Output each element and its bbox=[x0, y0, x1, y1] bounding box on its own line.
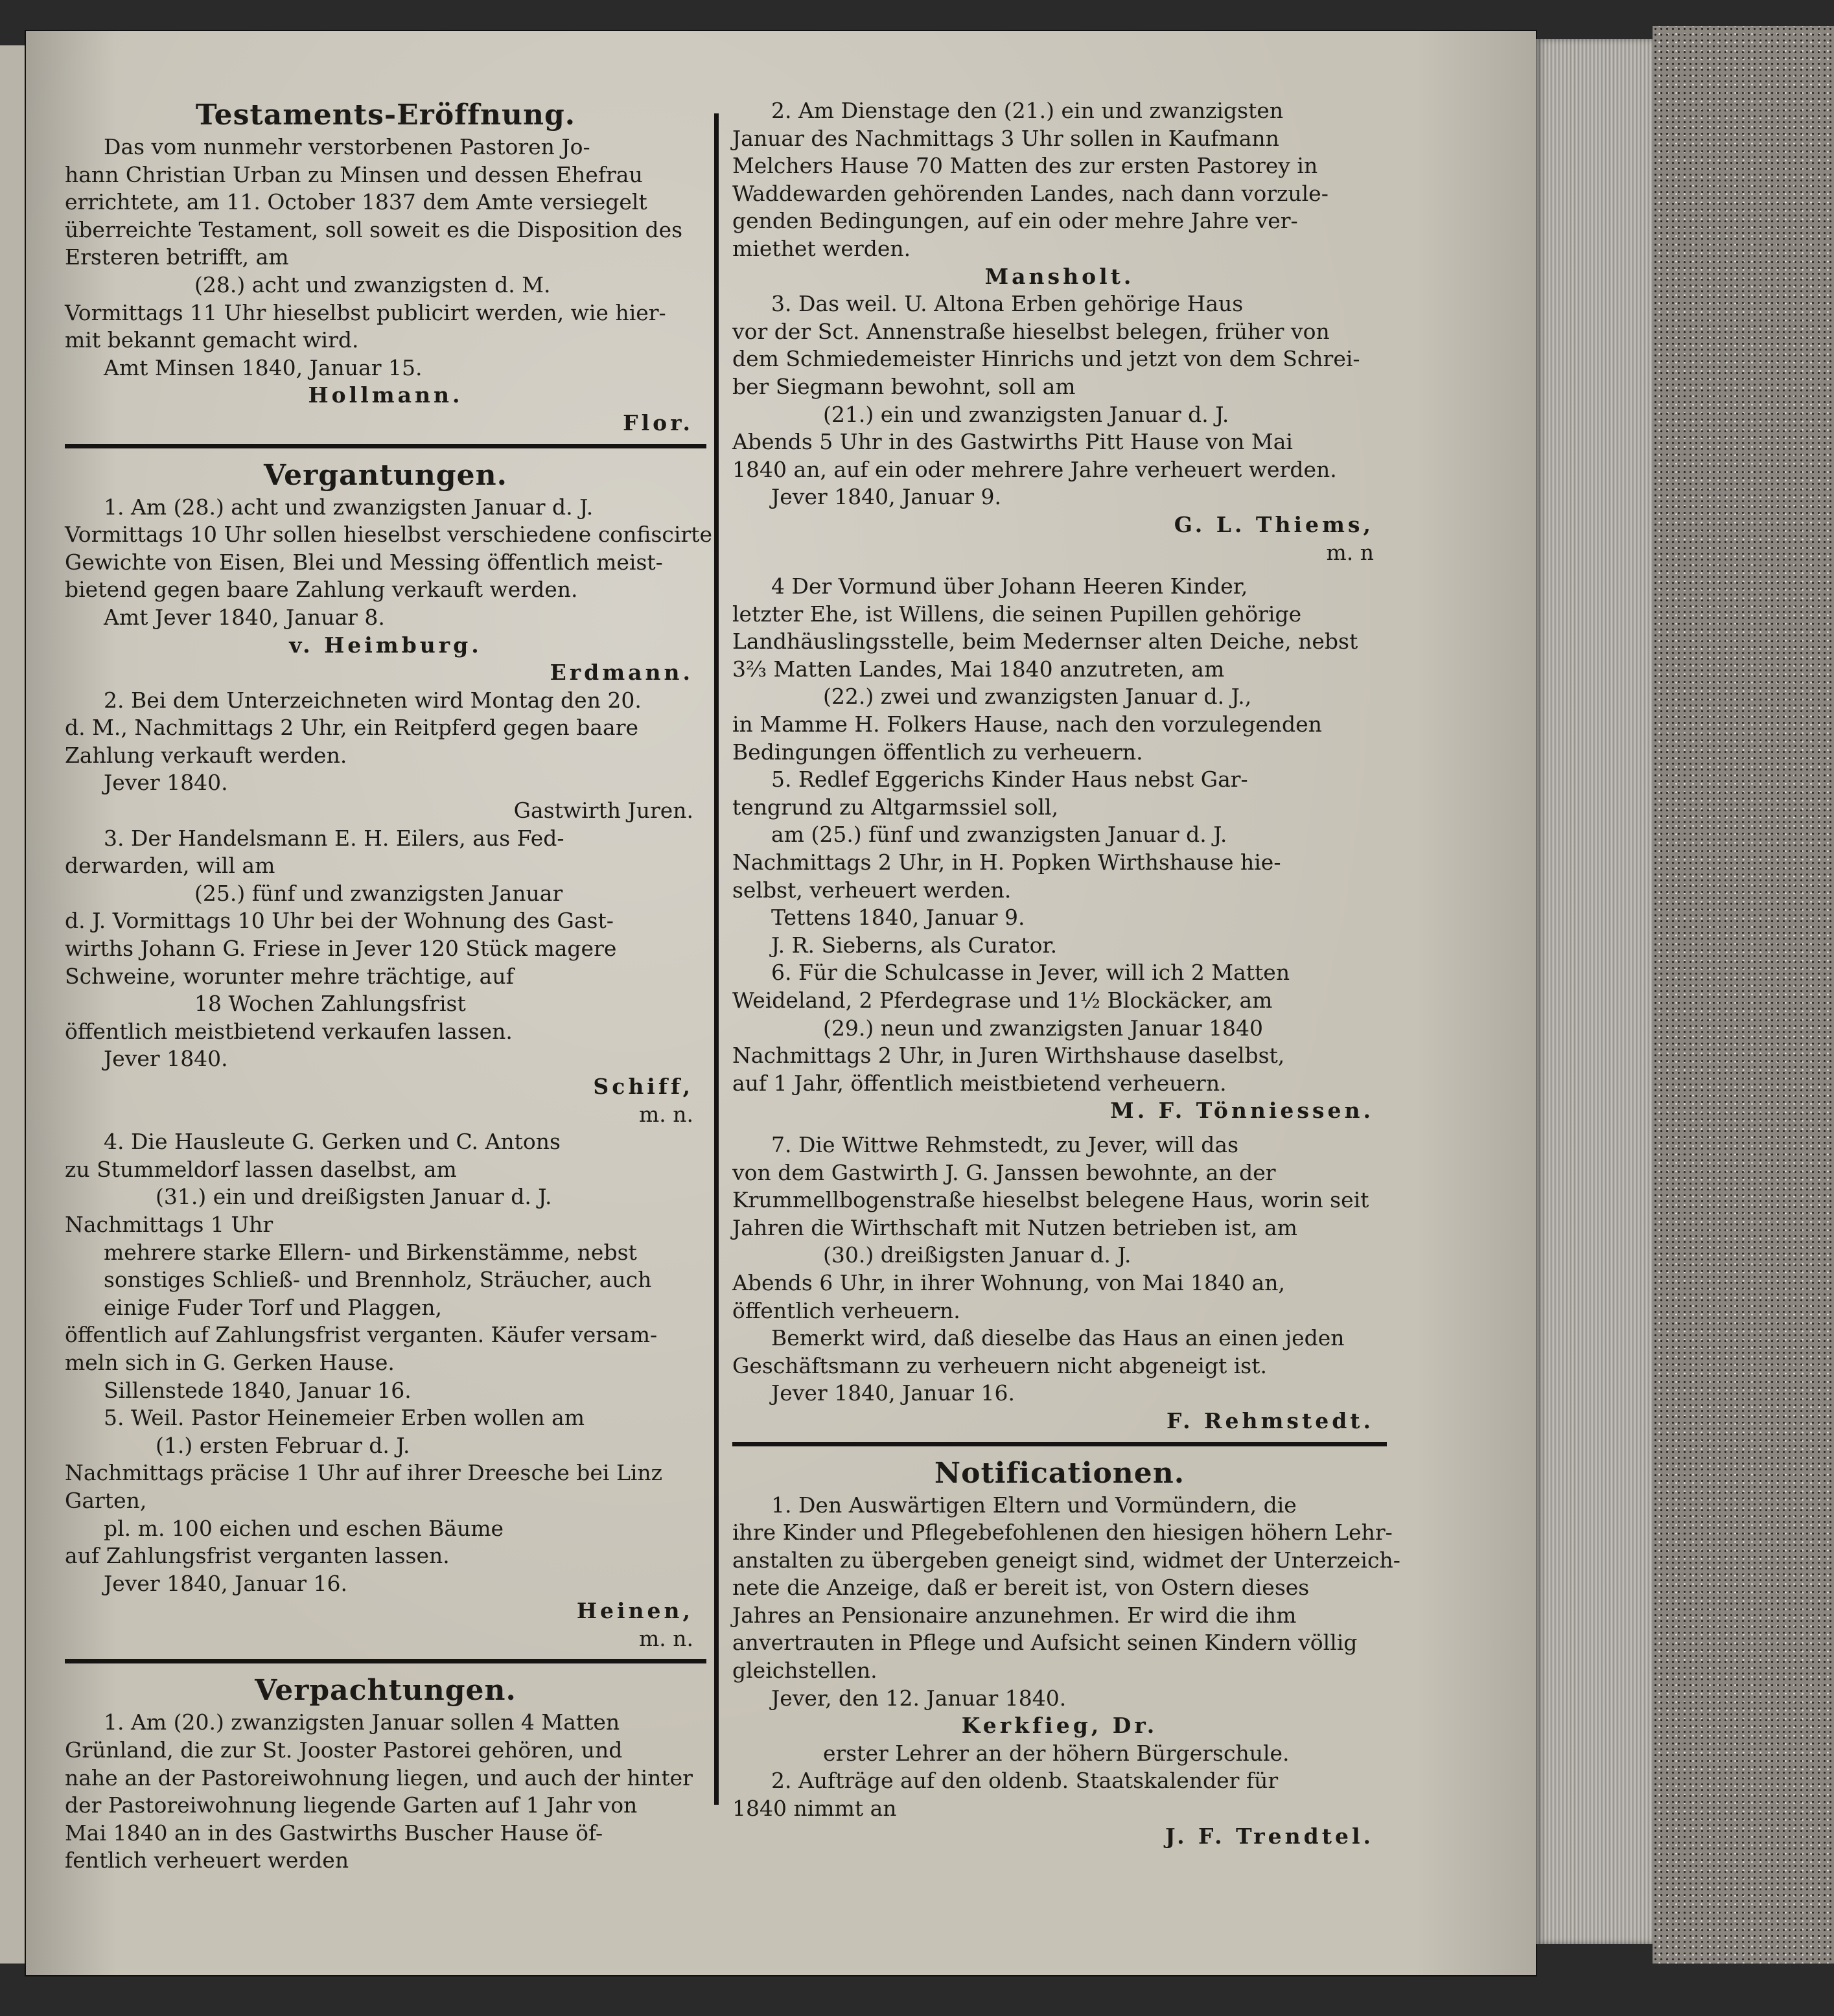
text-line: Januar des Nachmittags 3 Uhr sollen in Kaufmann bbox=[732, 125, 1279, 151]
place-date: Jever, den 12. Januar 1840. bbox=[771, 1685, 1067, 1711]
text-line: öffentlich meistbietend verkaufen lassen. bbox=[65, 1018, 513, 1044]
signature: Gastwirth Juren. bbox=[513, 798, 693, 824]
text-line: einige Fuder Torf und Plaggen, bbox=[104, 1294, 442, 1320]
date-line: (21.) ein und zwanzigsten Januar d. J. bbox=[823, 401, 1229, 427]
text-line: fentlich verheuert werden bbox=[65, 1848, 349, 1873]
text-line: 18 Wochen Zahlungsfrist bbox=[194, 991, 466, 1017]
text-line: Zahlung verkauft werden. bbox=[65, 742, 347, 768]
signature-suffix: m. n. bbox=[638, 1625, 693, 1651]
text-line: 1. Am (28.) acht und zwanzigsten Januar d. J. bbox=[104, 494, 594, 520]
text-line: 6. Für die Schulcasse in Jever, will ich 2 Matten bbox=[771, 960, 1290, 986]
text-line: Abends 6 Uhr, in ihrer Wohnung, von Mai 1840 an, bbox=[732, 1269, 1285, 1295]
signature: G. L. Thiems, bbox=[1174, 511, 1374, 537]
text-line: d. M., Nachmittags 2 Uhr, ein Reitpferd gegen baare bbox=[65, 715, 639, 741]
text-line: Grünland, die zur St. Jooster Pastorei gehören, und bbox=[65, 1737, 623, 1763]
text-line: 5. Weil. Pastor Heinemeier Erben wollen am bbox=[104, 1405, 585, 1431]
text-line: selbst, verheuert werden. bbox=[732, 877, 1012, 903]
text-line: anstalten zu übergeben geneigt sind, widmet der Unterzeich- bbox=[732, 1547, 1400, 1573]
text-line: wirths Johann G. Friese in Jever 120 Stück magere bbox=[65, 936, 617, 962]
text-line: Bemerkt wird, daß dieselbe das Haus an einen jeden bbox=[771, 1325, 1345, 1351]
signature: M. F. Tönniessen. bbox=[1110, 1098, 1374, 1124]
text-line: 1840 an, auf ein oder mehrere Jahre verheuert werden. bbox=[732, 456, 1337, 482]
text-line: errichtete, am 11. October 1837 dem Amte versiegelt bbox=[65, 189, 647, 215]
right-column bbox=[732, 97, 1400, 1850]
text-line: Das vom nunmehr verstorbenen Pastoren Jo- bbox=[104, 134, 590, 159]
section-rule bbox=[65, 444, 706, 448]
date-line: (31.) ein und dreißigsten Januar d. J. bbox=[156, 1184, 552, 1210]
signature: Heinen, bbox=[576, 1598, 693, 1624]
verpachtung-item-7 bbox=[732, 1131, 1387, 1435]
text-line: dem Schmiedemeister Hinrichs und jetzt von dem Schrei- bbox=[732, 346, 1360, 372]
text-line: sonstiges Schließ- und Brennholz, Sträucher, auch bbox=[104, 1267, 652, 1293]
signature: J. F. Trendtel. bbox=[1165, 1823, 1374, 1849]
text-line: Mai 1840 an in des Gastwirths Buscher Hause öf- bbox=[65, 1820, 603, 1846]
text-line: vor der Sct. Annenstraße hieselbst belegen, früher von bbox=[732, 318, 1330, 344]
signature: Kerkfieg, Dr. bbox=[961, 1713, 1158, 1739]
text-line: auf Zahlungsfrist verganten lassen. bbox=[65, 1543, 450, 1569]
spacer bbox=[732, 566, 1387, 573]
text-line: 4. Die Hausleute G. Gerken und C. Antons bbox=[104, 1129, 561, 1155]
place-date: Jever 1840. bbox=[104, 1046, 228, 1072]
date-line: (22.) zwei und zwanzigsten Januar d. J., bbox=[823, 684, 1252, 710]
page-block-edges bbox=[1536, 39, 1653, 1944]
signature-title: erster Lehrer an der höhern Bürgerschule. bbox=[823, 1740, 1290, 1766]
signature: Mansholt. bbox=[984, 263, 1135, 289]
text-line: Abends 5 Uhr in des Gastwirths Pitt Hause von Mai bbox=[732, 429, 1293, 455]
text-line: Geschäftsmann zu verheuern nicht abgeneigt ist. bbox=[732, 1352, 1267, 1378]
text-line: Weideland, 2 Pferdegrase und 1½ Blockäcker, am bbox=[732, 988, 1273, 1013]
text-line: 1. Am (20.) zwanzigsten Januar sollen 4 Matten bbox=[104, 1709, 620, 1735]
left-column bbox=[65, 97, 712, 1875]
text-line: von dem Gastwirth J. G. Janssen bewohnte, an der bbox=[732, 1159, 1276, 1185]
text-line: miethet werden. bbox=[732, 235, 911, 261]
date-line: (28.) acht und zwanzigsten d. M. bbox=[194, 272, 551, 297]
text-line: 3⅔ Matten Landes, Mai 1840 anzutreten, am bbox=[732, 656, 1225, 682]
date-line: am (25.) fünf und zwanzigsten Januar d. J. bbox=[771, 822, 1227, 848]
verpachtungen-section bbox=[65, 1673, 706, 1875]
date-line: (25.) fünf und zwanzigsten Januar bbox=[194, 880, 563, 906]
spacer bbox=[732, 1125, 1387, 1131]
text-line: 7. Die Wittwe Rehmstedt, zu Jever, will das bbox=[771, 1131, 1239, 1157]
section-heading-verpachtungen: Verpachtungen. bbox=[255, 1674, 517, 1708]
text-line: Garten, bbox=[65, 1487, 147, 1513]
section-heading-notificationen: Notificationen. bbox=[934, 1456, 1185, 1490]
text-line: Landhäuslingsstelle, beim Medernser alten Deiche, nebst bbox=[732, 629, 1358, 655]
text-line: d. J. Vormittags 10 Uhr bei der Wohnung des Gast- bbox=[65, 908, 614, 934]
text-line: 1. Den Auswärtigen Eltern und Vormündern, die bbox=[771, 1492, 1297, 1518]
signature: Schiff, bbox=[593, 1074, 693, 1099]
text-line: Bedingungen öffentlich zu verheuern. bbox=[732, 739, 1143, 765]
text-line: 4 Der Vormund über Johann Heeren Kinder, bbox=[771, 574, 1248, 599]
text-line: 2. Am Dienstage den (21.) ein und zwanzigsten bbox=[771, 98, 1284, 123]
text-line: Schweine, worunter mehre trächtige, auf bbox=[65, 963, 514, 989]
text-line: nete die Anzeige, daß er bereit ist, von Ostern dieses bbox=[732, 1575, 1310, 1601]
notificationen-section bbox=[732, 1455, 1400, 1851]
date-line: (1.) ersten Februar d. J. bbox=[156, 1432, 410, 1458]
column-divider bbox=[714, 113, 719, 1805]
text-line: Jahren die Wirthschaft mit Nutzen betrieben ist, am bbox=[732, 1214, 1297, 1240]
verpachtung-item-3 bbox=[732, 290, 1387, 566]
text-line: 3. Der Handelsmann E. H. Eilers, aus Fed- bbox=[104, 825, 564, 851]
text-line: ihre Kinder und Pflegebefohlenen den hiesigen höhern Lehr- bbox=[732, 1520, 1393, 1546]
previous-page-edge bbox=[0, 45, 26, 1964]
verpachtung-item-5 bbox=[732, 766, 1387, 959]
text-line: Gewichte von Eisen, Blei und Messing öffentlich meist- bbox=[65, 549, 663, 575]
signature: Hollmann. bbox=[308, 382, 463, 408]
text-line: überreichte Testament, soll soweit es die Disposition des bbox=[65, 216, 683, 242]
place-date: Amt Minsen 1840, Januar 15. bbox=[104, 354, 423, 380]
text-line: hann Christian Urban zu Minsen und dessen Ehefrau bbox=[65, 161, 643, 187]
signature: Flor. bbox=[623, 410, 693, 435]
text-line: Vormittags 10 Uhr sollen hieselbst verschiedene confiscirte bbox=[65, 522, 712, 548]
text-line: Waddewarden gehörenden Landes, nach dann vorzule- bbox=[732, 180, 1329, 206]
text-line: Nachmittags 2 Uhr, in H. Popken Wirthshause hie- bbox=[732, 850, 1281, 875]
text-line: mit bekannt gemacht wird. bbox=[65, 327, 359, 353]
text-line: genden Bedingungen, auf ein oder mehre Jahre ver- bbox=[732, 208, 1298, 234]
place-date: Jever 1840. bbox=[104, 770, 228, 796]
place-date: Jever 1840, Januar 16. bbox=[771, 1380, 1015, 1406]
signature: v. Heimburg. bbox=[289, 632, 482, 658]
verpachtung-item-6 bbox=[732, 959, 1387, 1125]
date-line: (29.) neun und zwanzigsten Januar 1840 bbox=[823, 1015, 1264, 1041]
text-line: mehrere starke Ellern- und Birkenstämme, nebst bbox=[104, 1239, 637, 1265]
text-line: der Pastoreiwohnung liegende Garten auf 1 Jahr von bbox=[65, 1792, 638, 1818]
place-date: Amt Jever 1840, Januar 8. bbox=[104, 604, 385, 630]
text-line: anvertrauten in Pflege und Aufsicht seinen Kindern völlig bbox=[732, 1630, 1358, 1656]
place-date: Jever 1840, Januar 9. bbox=[771, 484, 1001, 510]
text-line: zu Stummeldorf lassen daselbst, am bbox=[65, 1156, 457, 1182]
text-line: pl. m. 100 eichen und eschen Bäume bbox=[104, 1515, 504, 1541]
vergantungen-section bbox=[65, 458, 712, 1653]
text-line: derwarden, will am bbox=[65, 853, 275, 879]
date-line: (30.) dreißigsten Januar d. J. bbox=[823, 1242, 1132, 1268]
verpachtung-item-4 bbox=[732, 573, 1387, 766]
text-line: Nachmittags präcise 1 Uhr auf ihrer Dreesche bei Linz bbox=[65, 1460, 663, 1486]
text-line: 2. Bei dem Unterzeichneten wird Montag den 20. bbox=[104, 687, 642, 713]
section-heading-vergantungen: Vergantungen. bbox=[264, 458, 507, 492]
section-rule bbox=[732, 1442, 1387, 1446]
text-line: Krummellbogenstraße hieselbst belegene Haus, worin seit bbox=[732, 1187, 1369, 1213]
text-line: Vormittags 11 Uhr hieselbst publicirt werden, wie hier- bbox=[65, 299, 666, 325]
testament-section bbox=[65, 97, 706, 437]
text-line: Nachmittags 2 Uhr, in Juren Wirthshause daselbst, bbox=[732, 1043, 1285, 1069]
text-line: ber Siegmann bewohnt, soll am bbox=[732, 373, 1076, 399]
section-rule bbox=[65, 1659, 706, 1663]
section-heading-testament: Testaments-Eröffnung. bbox=[195, 98, 576, 132]
text-line: in Mamme H. Folkers Hause, nach den vorzulegenden bbox=[732, 712, 1322, 737]
signature-suffix: m. n bbox=[1326, 539, 1374, 565]
text-line: 3. Das weil. U. Altona Erben gehörige Haus bbox=[771, 291, 1244, 317]
signature-suffix: m. n. bbox=[638, 1101, 693, 1127]
text-line: 1840 nimmt an bbox=[732, 1796, 897, 1822]
text-line: öffentlich auf Zahlungsfrist verganten. Käufer versam- bbox=[65, 1322, 658, 1348]
text-line: Melchers Hause 70 Matten des zur ersten Pastorey in bbox=[732, 153, 1318, 179]
text-line: gleichstellen. bbox=[732, 1658, 877, 1684]
text-line: Nachmittags 1 Uhr bbox=[65, 1211, 273, 1237]
text-line: tengrund zu Altgarmssiel soll, bbox=[732, 794, 1059, 820]
text-line: auf 1 Jahr, öffentlich meistbietend verheuern. bbox=[732, 1070, 1227, 1096]
signature: F. Rehmstedt. bbox=[1166, 1408, 1374, 1433]
text-line: Jahres an Pensionaire anzunehmen. Er wird die ihm bbox=[732, 1602, 1297, 1628]
text-line: meln sich in G. Gerken Hause. bbox=[65, 1349, 395, 1375]
text-line: 2. Aufträge auf den oldenb. Staatskalender für bbox=[771, 1768, 1279, 1794]
text-line: öffentlich verheuern. bbox=[732, 1297, 960, 1323]
signature: Erdmann. bbox=[550, 660, 693, 686]
text-line: nahe an der Pastoreiwohnung liegen, und auch der hinter bbox=[65, 1765, 693, 1790]
text-line: 5. Redlef Eggerichs Kinder Haus nebst Gar- bbox=[771, 767, 1248, 793]
text-line: bietend gegen baare Zahlung verkauft werden. bbox=[65, 577, 578, 603]
place-date: Tettens 1840, Januar 9. bbox=[771, 905, 1025, 931]
text-line: Ersteren betrifft, am bbox=[65, 244, 289, 270]
verpachtung-item-2 bbox=[732, 97, 1387, 290]
speckled-book-cover bbox=[1653, 26, 1834, 1964]
text-line: letzter Ehe, ist Willens, die seinen Pupillen gehörige bbox=[732, 601, 1302, 627]
place-date: Jever 1840, Januar 16. bbox=[104, 1570, 347, 1596]
place-date: Sillenstede 1840, Januar 16. bbox=[104, 1377, 412, 1403]
signature: J. R. Sieberns, als Curator. bbox=[771, 932, 1058, 958]
